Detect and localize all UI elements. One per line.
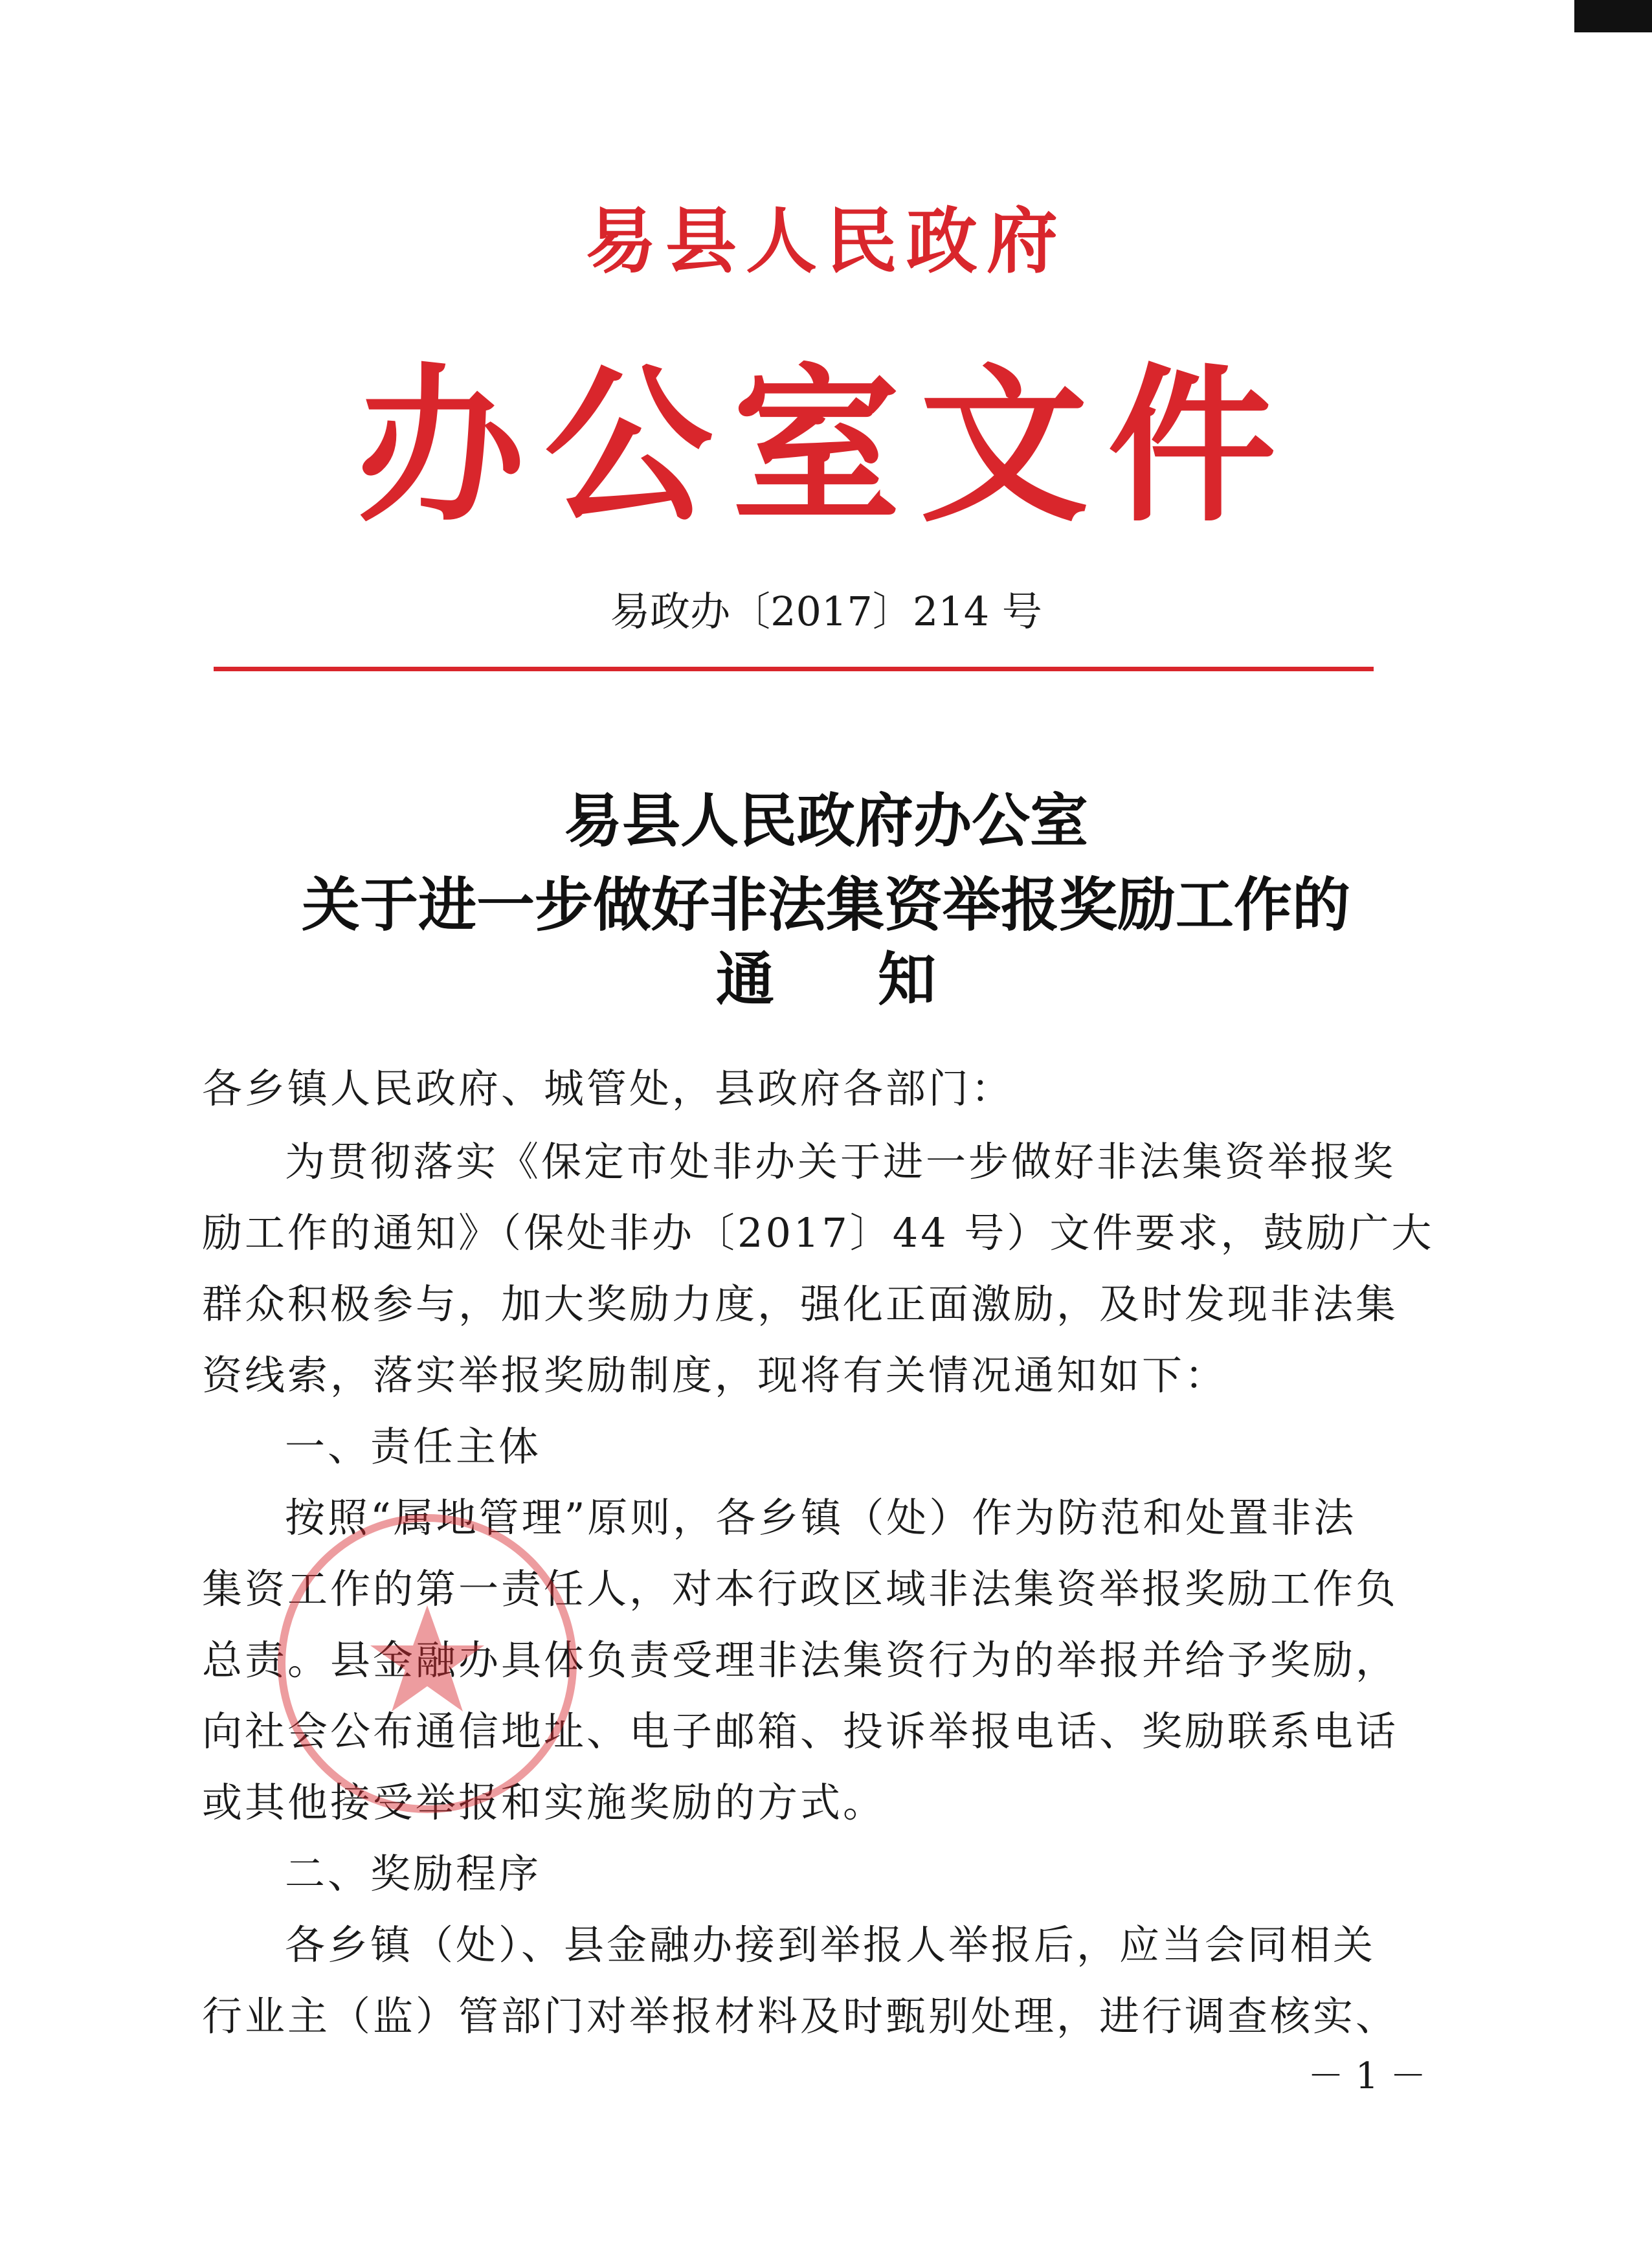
page-number: － 1 － (1308, 2055, 1427, 2097)
body-line: 集资工作的第一责任人，对本行政区域非法集资举报奖励工作负 (202, 1565, 1399, 1612)
section-heading-1: 一、责任主体 (285, 1423, 542, 1470)
scan-edge-mark (1574, 0, 1652, 32)
body-line: 或其他接受举报和实施奖励的方式。 (202, 1779, 886, 1826)
body-line: 励工作的通知》（保处非办〔2017〕44 号）文件要求，鼓励广大 (202, 1209, 1434, 1256)
title-line-1: 易县人民政府办公室 (564, 786, 1088, 855)
body-line: 群众积极参与，加大奖励力度，强化正面激励，及时发现非法集 (202, 1280, 1399, 1328)
salutation: 各乡镇人民政府、城管处，县政府各部门： (202, 1065, 1014, 1112)
body-line: 向社会公布通信地址、电子邮箱、投诉举报电话、奖励联系电话 (202, 1708, 1399, 1755)
body-line: 资线索，落实举报奖励制度，现将有关情况通知如下： (202, 1352, 1228, 1399)
issuing-agency: 易县人民政府 (585, 199, 1067, 283)
body-line: 按照“属地管理”原则，各乡镇（处）作为防范和处置非法 (285, 1494, 1357, 1541)
body-line: 总责。县金融办具体负责受理非法集资行为的举报并给予奖励， (202, 1636, 1399, 1684)
body-line: 为贯彻落实《保定市处非办关于进一步做好非法集资举报奖 (285, 1138, 1396, 1185)
body-line: 各乡镇（处）、县金融办接到举报人举报后，应当会同相关 (285, 1921, 1376, 1968)
section-heading-2: 二、奖励程序 (285, 1850, 542, 1897)
red-separator-line (214, 667, 1374, 671)
body-line: 行业主（监）管部门对举报材料及时甄别处理，进行调查核实、 (202, 1992, 1399, 2040)
document-number: 易政办〔2017〕214 号 (610, 588, 1042, 635)
title-line-2: 关于进一步做好非法集资举报奖励工作的 (302, 871, 1350, 939)
title-line-3: 通知 (716, 945, 1040, 1014)
document-type-heading: 办公室文件 (357, 348, 1295, 545)
